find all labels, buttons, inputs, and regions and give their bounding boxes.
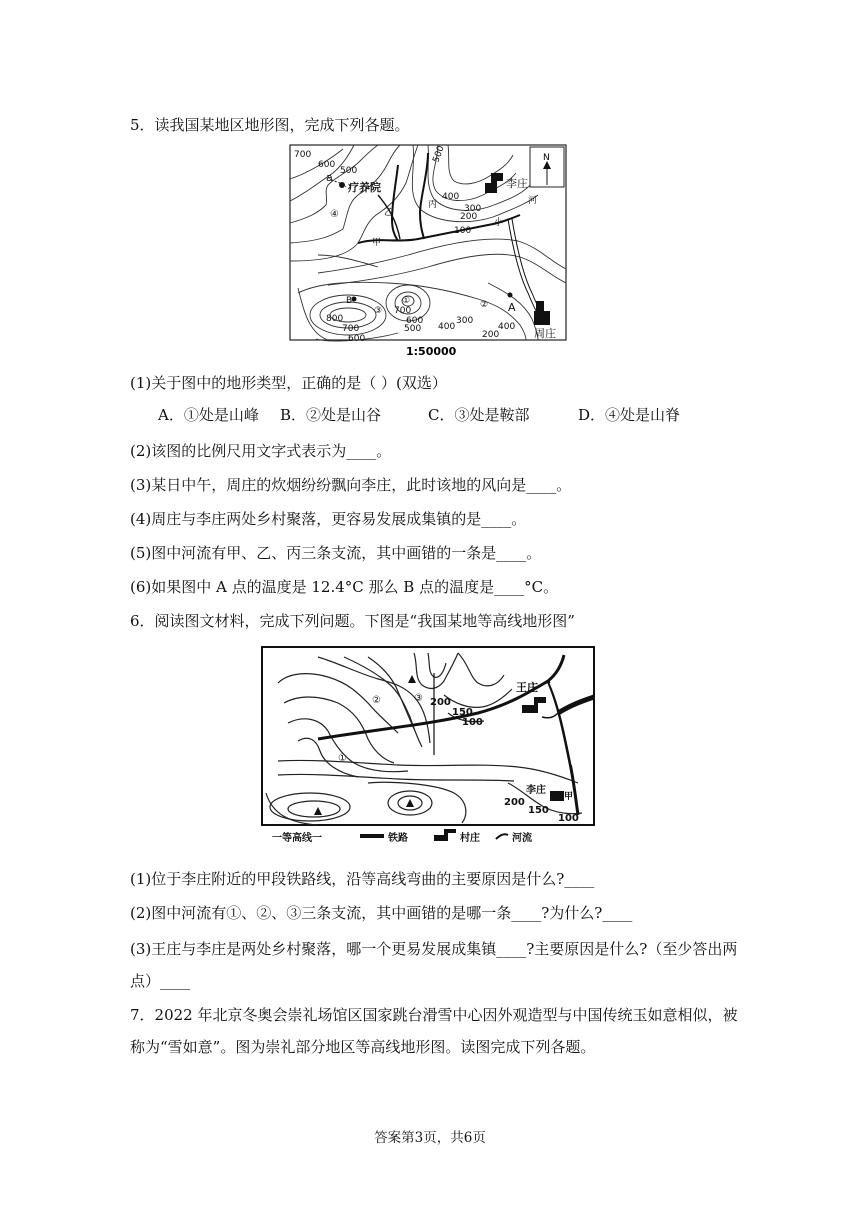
q5-title: 5．读我国某地区地形图，完成下列各题。 [130, 116, 410, 134]
contour-label: 150 [452, 707, 473, 718]
contour-label: 300 [456, 316, 474, 326]
contour-label: 300 [464, 204, 482, 214]
river-jia-label: 甲 [372, 238, 382, 248]
q5-option-d: D．④处是山脊 [578, 406, 681, 424]
river-xiao-label: 小 [494, 218, 504, 228]
legend-contour-label: 一等高线一 [272, 833, 322, 844]
q5-sub2: (2)该图的比例尺用文字式表示为____。 [130, 442, 392, 460]
point-A-label: A [508, 301, 516, 314]
mark-4-label: ④ [330, 209, 339, 220]
contour-label: 500 [404, 324, 422, 334]
lizhuang-village-icon [550, 791, 564, 801]
liaoyangyuan-label: 疗养院 [348, 181, 381, 194]
legend-railway-label: 铁路 [388, 833, 408, 844]
contour-label: 500 [340, 166, 358, 176]
mark-1-label: ① [402, 296, 411, 306]
q5-option-b: B．②处是山谷 [280, 406, 382, 424]
contour-label: 500 [431, 144, 447, 165]
zhouzhuang-label: 周庄 [534, 327, 556, 340]
q6-sub1: (1)位于李庄附近的甲段铁路线，沿等高线弯曲的主要原因是什么?____ [130, 870, 595, 888]
point-B-label: B [346, 296, 353, 306]
scale-label: 1:50000 [406, 345, 457, 358]
contour-label: 200 [430, 697, 451, 708]
page-footer: 答案第3页，共6页 [374, 1130, 486, 1146]
lizhuang-label: 李庄 [506, 177, 528, 190]
contour-label: 200 [460, 212, 478, 222]
q6-topographic-map [258, 643, 598, 849]
contour-label: 400 [498, 322, 516, 332]
legend-river-label: 河流 [512, 833, 532, 844]
north-label: N [543, 153, 550, 163]
mark-2-label: ② [372, 695, 381, 706]
contour-label: 100 [462, 717, 483, 728]
contour-label: 700 [342, 324, 360, 334]
contour-label: 800 [326, 314, 344, 324]
q5-sub4: (4)周庄与李庄两处乡村聚落，更容易发展成集镇的是____。 [130, 510, 527, 528]
river-bing-label: 丙 [428, 200, 438, 210]
mark-3-label: ③ [374, 306, 383, 316]
q6-sub3-cont: 点）____ [130, 972, 191, 990]
legend-village-label: 村庄 [460, 833, 480, 844]
contour-label: 400 [442, 192, 460, 202]
q5-option-c: C．③处是鞍部 [428, 406, 530, 424]
q5-sub6: (6)如果图中 A 点的温度是 12.4°C 那么 B 点的温度是____°C。 [130, 578, 559, 596]
point-a-label: a [326, 171, 333, 184]
mark-1-label: ① [338, 753, 347, 764]
q6-title: 6．阅读图文材料，完成下列问题。下图是“我国某地等高线地形图” [130, 612, 575, 630]
contour-label: 600 [318, 160, 336, 170]
wangzhuang-label: 王庄 [516, 681, 538, 694]
jia-label: 甲 [564, 792, 574, 802]
mark-3-label: ③ [414, 693, 423, 704]
contour-label: 100 [558, 813, 579, 824]
mark-2-label: ② [480, 300, 489, 310]
contour-label: 400 [438, 322, 456, 332]
contour-label: 100 [454, 226, 472, 236]
contour-label: 600 [406, 316, 424, 326]
river-yi-label: 乙 [384, 208, 394, 218]
q5-sub3: (3)某日中午，周庄的炊烟纷纷飘向李庄，此时该地的风向是____。 [130, 476, 572, 494]
q5-option-a: A．①处是山峰 [158, 406, 259, 424]
river-he-label: 河 [528, 196, 538, 206]
contour-label: 200 [504, 797, 525, 808]
contour-label: 150 [528, 805, 549, 816]
contour-label: 600 [348, 334, 366, 344]
contour-label: 200 [482, 330, 500, 340]
contour-label: 700 [394, 306, 412, 316]
q7-line1: 7．2022 年北京冬奥会崇礼场馆区国家跳台滑雪中心因外观造型与中国传统玉如意相似，被 [130, 1006, 738, 1024]
q7-line2: 称为“雪如意”。图为崇礼部分地区等高线地形图。读图完成下列各题。 [130, 1038, 596, 1056]
contour-label: 700 [294, 150, 312, 160]
q6-sub2: (2)图中河流有①、②、③三条支流，其中画错的是哪一条____?为什么?____ [130, 904, 633, 922]
q5-sub5: (5)图中河流有甲、乙、丙三条支流，其中画错的一条是____。 [130, 544, 542, 562]
q5-topographic-map [288, 143, 570, 359]
q6-sub3: (3)王庄与李庄是两处乡村聚落，哪一个更易发展成集镇____?主要原因是什么?（至少答出两 [130, 940, 738, 958]
lizhuang-label: 李庄 [526, 785, 546, 796]
q5-sub1: (1)关于图中的地形类型，正确的是（ ）(双选） [130, 374, 447, 392]
